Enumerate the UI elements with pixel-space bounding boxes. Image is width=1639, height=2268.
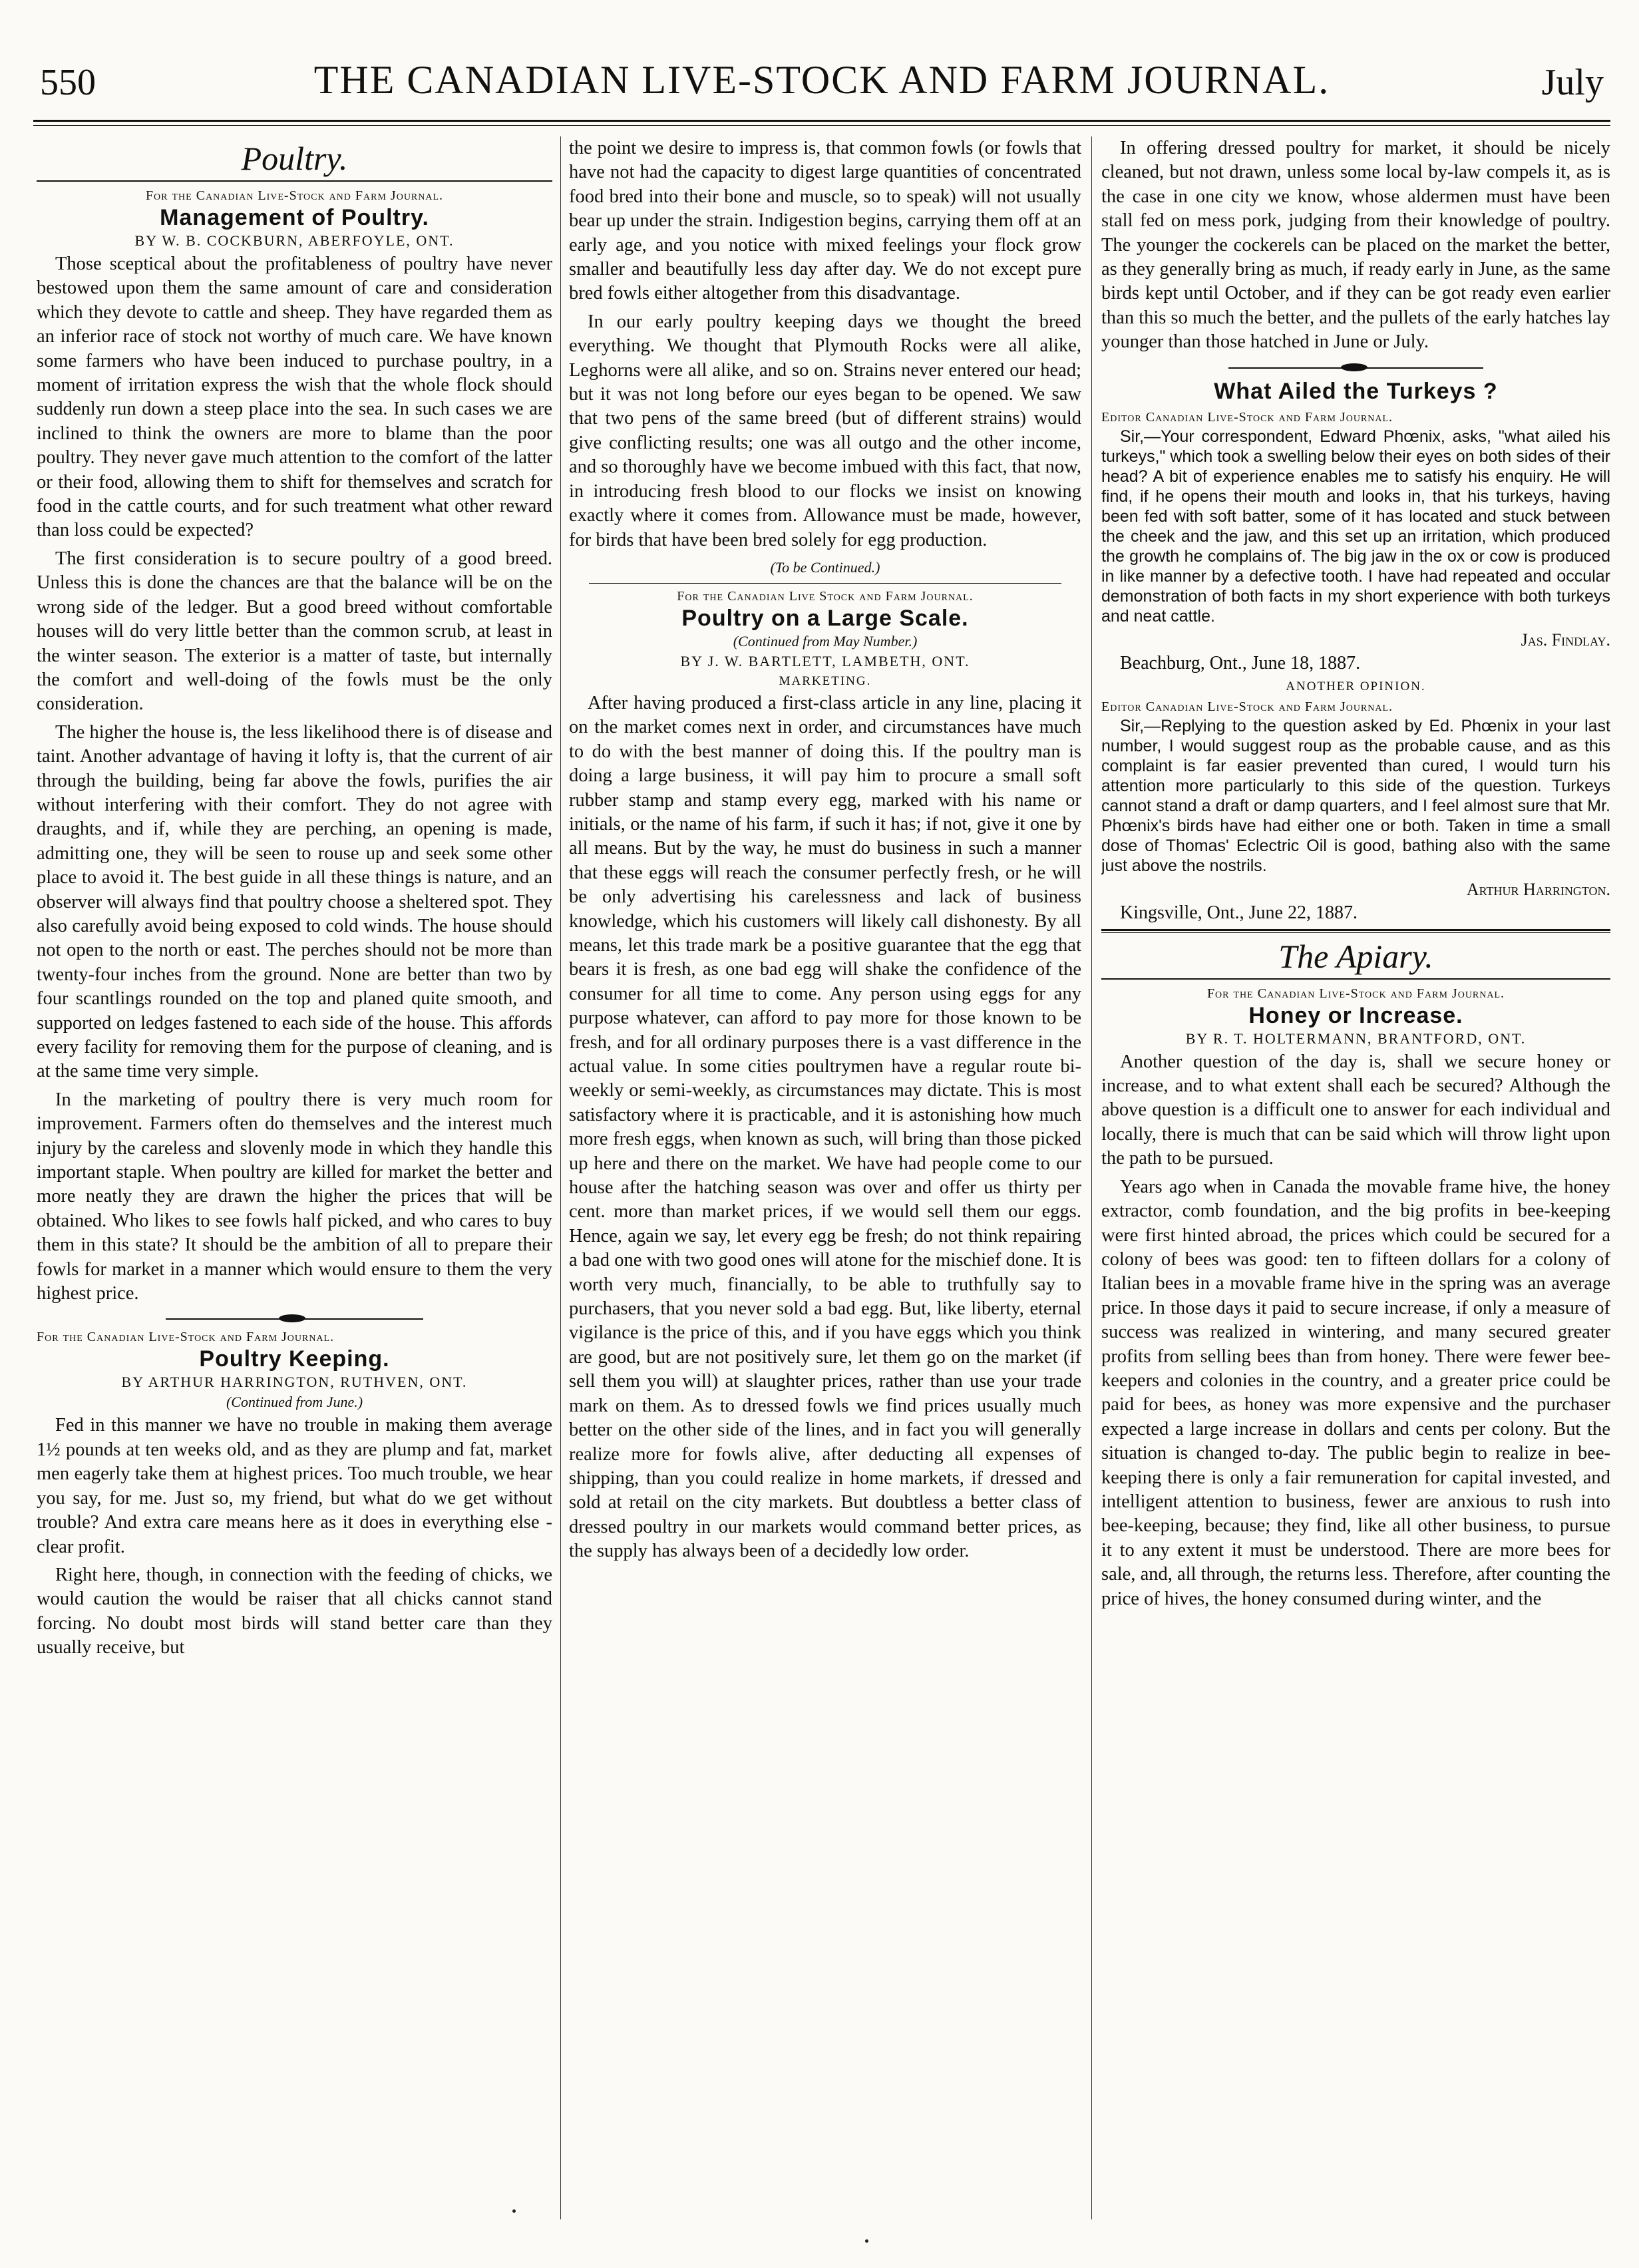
paragraph: In the marketing of poultry there is very much room for improvement. Farmers often do themselves and the interest much injury by the careless and slovenly mode in which they handle this important staple. When poultry are killed for market the better and more neatly they are drawn the higher the prices that will be obtained. Who likes to see fowls half picked, and who cares to buy them in this state? It should be the ambition of all to prepare their fowls for market in a manner which would ensure to them the very highest price. [37, 1089, 552, 1304]
editor-line: Editor Canadian Live-Stock and Farm Journal. [1101, 699, 1393, 714]
section-title-apiary: The Apiary. [1278, 937, 1433, 975]
section-rule [1101, 929, 1610, 931]
byline: BY W. B. COCKBURN, ABERFOYLE, ONT. [134, 232, 455, 249]
divider-rule [589, 583, 1061, 584]
paragraph: After having produced a first-class article in any line, placing it on the market comes next in order, and circumstances have much to do with the best manner of doing this. If the poultry man is doing a large business, it will pay him to procure a small soft rubber stamp and stamp every egg, marked with his name or initials, or the name of his farm, if such it has; if not, give it one by all means. But by the way, he must do business in such a manner that these eggs will reach the consumer perfectly fresh, or he will be only advertising his carelessness and lack of business knowledge, which his customers will likely call dishonesty. By all means, let this trade mark be a positive guarantee that the egg that bears it is fresh, as one bad egg will shake the confidence of the consumer for all time to come. Any person using eggs for any purpose whatever, can afford to pay more for those known to be fresh, and for all ordinary purposes there is a vast difference in the actual value. In some cities poultrymen have a regular route bi-weekly or semi-weekly, as circumstances may dictate. This is most satisfactory where it is practicable, and it is astonishing how much more fresh eggs, when known as such, will bring than those picked up here and there on the market. We have had people come to our house after the hatching season was over and offer us thirty per cent. more than market prices, if we would sell them our eggs. Hence, again we say, let every egg be fresh; do not think repairing a bad one with two good ones will atone for the mischief done. It is worth very much, financially, to be able to truthfully say to purchasers, that you never sold a bad egg. But, like liberty, eternal vigilance is the price of this, and if you have eggs which you think are good, but are not positively sure, let them go on the market (if sell them you will) at slaughter prices, rather than use your trade mark on them. As to dressed fowls we find prices usually much better on the other side of the lines, and in fact you will generally realize more for fowls alive, after deducting all expenses of shipping, than you could realize in home markets, if dressed and sold at retail on the city markets. But doubtless a better class of dressed poultry in our markets would command better prices, as the supply has always been of a decidedly low order. [569, 692, 1081, 1562]
signature: Jas. Findlay. [1521, 630, 1610, 650]
byline: BY R. T. HOLTERMANN, BRANTFORD, ONT. [1185, 1030, 1527, 1047]
paragraph: Fed in this manner we have no trouble in making them average 1½ pounds at ten weeks old, and as they are plump and fat, market men eagerly take them at highest prices. Too much trouble, we hear you say, for me. Just so, my friend, but what do we get without trouble? And extra care means here as it does in everything else - clear profit. [37, 1415, 552, 1557]
print-speck [512, 2209, 516, 2213]
for-line: For the Canadian Live-Stock and Farm Journal. [1206, 986, 1505, 1001]
article-title-honey: Honey or Increase. [1248, 1002, 1463, 1028]
masthead [33, 53, 1610, 113]
letter-text: Sir,—Your correspondent, Edward Phœnix, asks, "what ailed his turkeys," which took a swelling below their eyes on both sides of their head? A bit of experience enables me to satisfy his enquiry. He will find, if he opens their mouth and looks in, that his turkeys, having been fed with soft batter, some of it has located and stuck between the cheek and the jaw, and this set up an irritation, which produced the growth he complains of. The big jaw in the ox or cow is produced in like manner by a defective tooth. I have had repeated and occular demonstration of both facts in my short experience with both turkeys and neat cattle. [1101, 427, 1610, 626]
to-be-continued: (To be Continued.) [770, 558, 880, 576]
for-line: For the Canadian Live-Stock and Farm Journal. [145, 188, 444, 203]
dateline: Kingsville, Ont., June 22, 1887. [1120, 902, 1358, 923]
paragraph: The higher the house is, the less likelihood there is of disease and taint. Another advantage of having it lofty is, that the current of air through the building, being far above the fowls, purifies the air without interfering with their comfort. They do not agree with draughts, and if, while they are perching, an opening is made, admitting one, they will be seen to rouse up and seek some other place to avoid it. The best guide in all these things is nature, and an observer will always find that poultry choose a sheltered spot. They also carefully avoid being exposed to cold winds. The house should not open to the north or east. The perches should not be more than twenty-four inches from the ground. None are better than two by four scantlings rounded on the top and planed quite smooth, and supported on ledges fastened to each side of the house. This affords every facility for removing them for the purpose of cleaning, and is at the same time very simple. [37, 721, 552, 1082]
for-line: For the Canadian Live-Stock and Farm Journal. [37, 1330, 335, 1345]
letter-text: Sir,—Replying to the question asked by Ed. Phœnix in your last number, I would suggest roup as the probable cause, and as this complaint is far easier prevented than cured, I would turn his attention more particularly to this side of the question. Turkeys cannot stand a draft or damp quarters, and I feel almost sure that Mr. Phœnix's birds have had either one or both. Taken in time a small dose of Thomas' Eclectric Oil is good, bathing also with the same just above the nostrils. [1101, 716, 1610, 875]
byline: BY ARTHUR HARRINGTON, RUTHVEN, ONT. [121, 1374, 468, 1391]
column-divider [560, 136, 561, 2219]
paragraph: In offering dressed poultry for market, it should be nicely cleaned, but not drawn, unless some local by-law compels it, as is the case in one city we know, whose aldermen must have been stall fed on mess pork, judging from their knowledge of poultry. The younger the cockerels can be placed on the market the better, as they generally bring as much, if ready early in June, as the same birds kept until October, and if they can be got ready even earlier than this so much the better, and the pullets of the early hatches lay younger than those hatched in June or July. [1101, 138, 1610, 353]
continued-note: (Continued from June.) [226, 1394, 363, 1411]
paragraph: Right here, though, in connection with the feeding of chicks, we would caution the would be raiser that all chicks cannot stand forcing. No doubt most birds will stand better care than they usually receive, but [37, 1564, 552, 1658]
paragraph: the point we desire to impress is, that common fowls (or fowls that have not had the capacity to digest large quantities of concentrated food bred into their bone and muscle, so to speak) will not usually bear up under the strain. Indigestion begins, carrying them off at an early age, and you notice with mixed feelings your flock grow smaller and beautifully less day after day. We do not except pure bred fowls either altogether from this disadvantage. [569, 138, 1081, 304]
masthead-rule [33, 120, 1610, 122]
ornament-divider [37, 1314, 552, 1324]
article-title-keeping: Poultry Keeping. [199, 1346, 390, 1372]
paragraph: In our early poultry keeping days we thought the breed everything. We thought that Plymouth Rocks were all alike, Leghorns were all alike, and so on. Strains never entered our head; but it was not long before our eyes began to be opened. We saw that two pens of the same breed (but of different strains) would give conflicting results; one was all outgo and the other income, and so thoroughly have we become imbued with this fact, that now, in introducing fresh blood to our flocks we insist on knowing exactly where it comes from. Allowance must be made, however, for birds that have been bred solely for egg production. [569, 311, 1081, 550]
section-title-poultry: Poultry. [241, 140, 348, 177]
column-2 [569, 136, 1081, 2226]
byline: BY J. W. BARTLETT, LAMBETH, ONT. [680, 652, 970, 669]
issue-month: July [1541, 62, 1604, 103]
subhead-another-opinion: ANOTHER OPINION. [1286, 679, 1426, 693]
section-rule [37, 180, 552, 182]
dateline: Beachburg, Ont., June 18, 1887. [1120, 652, 1361, 673]
article-title-turkeys: What Ailed the Turkeys ? [1214, 378, 1498, 404]
print-speck [865, 2239, 868, 2243]
editor-line: Editor Canadian Live-Stock and Farm Journal. [1101, 409, 1393, 425]
journal-title: THE CANADIAN LIVE-STOCK AND FARM JOURNAL. [313, 58, 1330, 102]
column-1 [37, 136, 552, 2226]
subhead-marketing: MARKETING. [779, 673, 872, 688]
column-divider [1091, 136, 1092, 2219]
page-number: 550 [40, 62, 96, 103]
continued-note: (Continued from May Number.) [733, 632, 918, 650]
column-3 [1101, 136, 1610, 2226]
ornament-divider [1101, 363, 1610, 373]
signature: Arthur Harrington. [1466, 879, 1610, 899]
paragraph: Years ago when in Canada the movable frame hive, the honey extractor, comb foundation, and the big profits in bee-keeping were first hinted abroad, the prices which could be secured for a colony of bees was good: ten to fifteen dollars for a colony of Italian bees in a movable frame hive in the spring was an average price. In those days it paid to secure increase, if only a measure of success was realized in wintering, and many secured greater profits from selling bees than from honey. There were fewer bee-keepers and colonies in the country, and a greater price could be paid for bees, as honey was more expensive and the purchaser expected a large increase in dollars and cents per colony. But the situation is changed to-day. The public begin to realize in bee-keeping there is only a fair remuneration for capital invested, and intelligent attention to business, fewer are anxious to rush into bee-keeping, because; they find, like all other business, to pursue it to any extent it must be understood. There are more bees for sale, and, all through, the returns less. Therefore, after counting the price of hives, the honey consumed during winter, and the [1101, 1176, 1610, 1609]
article-title-management: Management of Poultry. [160, 205, 429, 230]
paragraph: Those sceptical about the profitableness of poultry have never bestowed upon them the same amount of care and consideration which they devote to cattle and sheep. They have regarded them as an inferior race of stock not worthy of much care. We have known some farmers who have been induced to purchase poultry, in a moment of irritation express the wish that the whole flock should suddenly run down a steep place into the sea. In such cases we are inclined to think the owners are more to blame than the poor poultry. They never gave much attention to the comfort of the latter or their food, allowing them to shift for themselves and scratch for food in the cattle courts, and for such treatment what other reward than loss could be expected? [37, 254, 552, 541]
section-rule [1101, 978, 1610, 980]
paragraph: Another question of the day is, shall we secure honey or increase, and to what extent shall each be secured? Although the above question is a difficult one to answer for each individual and locally, there is much that can be said which will throw light upon the path to be pursued. [1101, 1051, 1610, 1169]
section-rule-thin [1101, 932, 1610, 933]
masthead-rule-thin [33, 125, 1610, 126]
for-line: For the Canadian Live Stock and Farm Journal. [677, 588, 974, 604]
article-title-large-scale: Poultry on a Large Scale. [681, 605, 969, 631]
paragraph: The first consideration is to secure poultry of a good breed. Unless this is done the chances are that the balance will be on the wrong side of the ledger. But a good breed without comfortable houses will do very little better than the common scrub, at least in the winter season. The exterior is a matter of taste, but internally the comfort and well-doing of the fowls must be the only consideration. [37, 548, 552, 715]
